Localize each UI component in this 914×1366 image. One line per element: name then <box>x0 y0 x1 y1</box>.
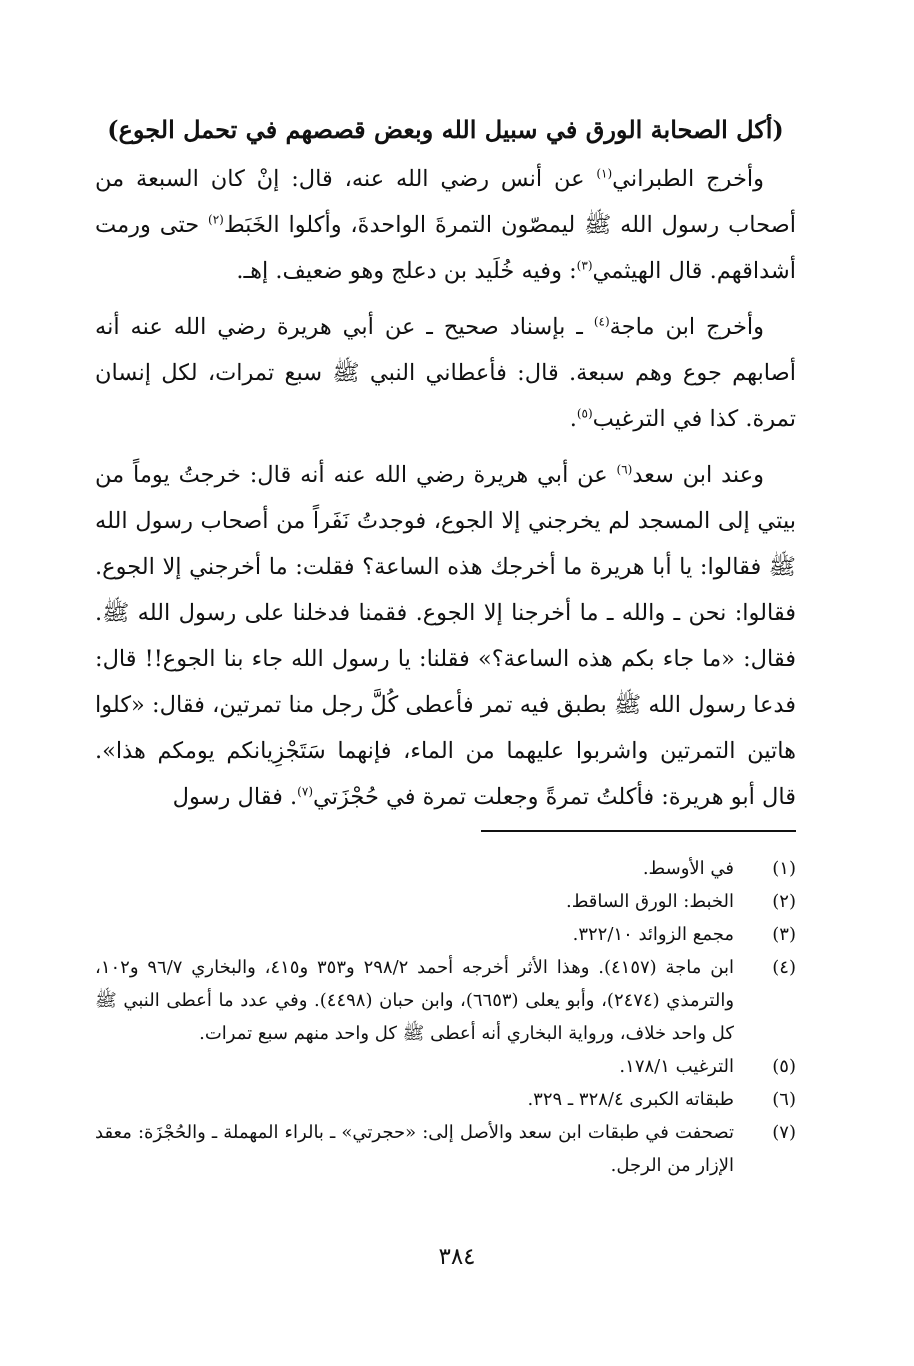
text-segment: حتى ورمت أشداقهم. قال الهيثمي <box>95 212 796 284</box>
footnote-6 <box>95 1083 796 1116</box>
footnote-text: تصحفت في طبقات ابن سعد والأصل إلى: «حجرتي» ـ بالراء المهملة ـ والحُجْزَة: معقد الإزار من الرجل. <box>95 1122 735 1176</box>
footnote-ref-7: (٧) <box>297 784 313 799</box>
footnote-7 <box>95 1116 796 1182</box>
footnote-text: طبقاته الكبرى ٣٢٨/٤ ـ ٣٢٩. <box>527 1089 734 1110</box>
text-segment: عن أبي هريرة رضي الله عنه أنه قال: خرجتُ يوماً من بيتي إلى المسجد لم يخرجني إلا الجوع، فوجدتُ نَفَراً من أصحاب رسول الله ﷺ فقالوا: يا أبا هريرة ما أخرجك هذه الساعة؟ فقلت: ما أخرجني إلا الجوع. فقالوا: نحن ـ والله ـ ما أخرجنا إلا الجوع. فقمنا فدخلنا على رسول الله ﷺ. فقال: «ما جاء بكم هذه الساعة؟» فقلنا: يا رسول الله جاء بنا الجوع!! قال: فدعا رسول الله ﷺ بطبق فيه تمر فأعطى كُلَّ رجل منا تمرتين، فقال: «كلوا هاتين التمرتين واشربوا عليهما من الماء، فإنهما سَتَجْزِيانكم يومكم هذا». قال أبو هريرة: فأكلتُ تمرةً وجعلت تمرة في حُجْزَتي <box>95 462 796 810</box>
footnote-number: (٥) <box>772 1056 796 1077</box>
footnote-3 <box>95 918 796 951</box>
body-text <box>95 156 796 820</box>
text-segment: : وفيه خُلَيد بن دعلج وهو ضعيف. إهـ. <box>236 258 577 284</box>
paragraph-1 <box>95 156 796 294</box>
page-number: ٣٨٤ <box>438 1244 476 1270</box>
footnote-text: في الأوسط. <box>642 858 734 879</box>
paragraph-3 <box>95 452 796 820</box>
footnote-text: ابن ماجة (٤١٥٧). وهذا الأثر أخرجه أحمد ٢٩٨/٢ و٣٥٣ و٤١٥، والبخاري ٩٦/٧ و١٠٢، والترمذي (٢٤٧٤)، وأبو يعلى (٦٦٥٣)، وابن حبان (٤٤٩٨). وفي عدد ما أعطى النبي ﷺ كل واحد خلاف، ورواية البخاري أنه أعطى ﷺ كل واحد منهم سبع تمرات. <box>95 957 735 1044</box>
footnote-separator <box>481 830 796 832</box>
footnote-1 <box>95 852 796 885</box>
footnote-2 <box>95 885 796 918</box>
footnote-text: الخبط: الورق الساقط. <box>565 891 734 912</box>
text-segment: . <box>569 406 577 432</box>
footnote-4 <box>95 951 796 1050</box>
text-segment: وعند ابن سعد <box>632 462 764 488</box>
footnote-number: (١) <box>772 858 796 879</box>
text-segment: وأخرج الطبراني <box>612 166 764 192</box>
footnote-ref-1: (١) <box>596 166 613 181</box>
footnote-5 <box>95 1050 796 1083</box>
footnote-number: (٣) <box>772 924 796 945</box>
footnote-ref-4: (٤) <box>593 314 610 329</box>
footnote-number: (٧) <box>772 1122 796 1143</box>
footnote-ref-6: (٦) <box>616 462 633 477</box>
footnote-ref-3: (٣) <box>576 258 593 273</box>
footnotes-list <box>95 852 796 1182</box>
section-heading: (أكل الصحابة الورق في سبيل الله وبعض قصصهم في تحمل الجوع) <box>107 115 784 144</box>
footnote-number: (٢) <box>772 891 796 912</box>
footnote-ref-5: (٥) <box>576 406 593 421</box>
text-segment: ـ بإسناد صحيح ـ عن أبي هريرة رضي الله عنه أنه أصابهم جوع وهم سبعة. قال: فأعطاني النبي ﷺ سبع تمرات، لكل إنسان تمرة. كذا في الترغيب <box>95 314 796 432</box>
footnote-ref-2: (٢) <box>208 212 224 227</box>
footnote-number: (٤) <box>772 957 796 978</box>
paragraph-2 <box>95 304 796 442</box>
text-segment: . فقال رسول <box>172 784 298 810</box>
footnote-text: الترغيب ١٧٨/١. <box>619 1056 734 1077</box>
text-segment: وأخرج ابن ماجة <box>609 314 764 340</box>
text-segment: عن أنس رضي الله عنه، قال: إنْ كان السبعة من أصحاب رسول الله ﷺ ليمصّون التمرةَ الواحدةَ، وأكلوا الخَبَط <box>95 166 796 238</box>
footnote-text: مجمع الزوائد ٣٢٢/١٠. <box>572 924 734 945</box>
footnote-number: (٦) <box>772 1089 796 1110</box>
